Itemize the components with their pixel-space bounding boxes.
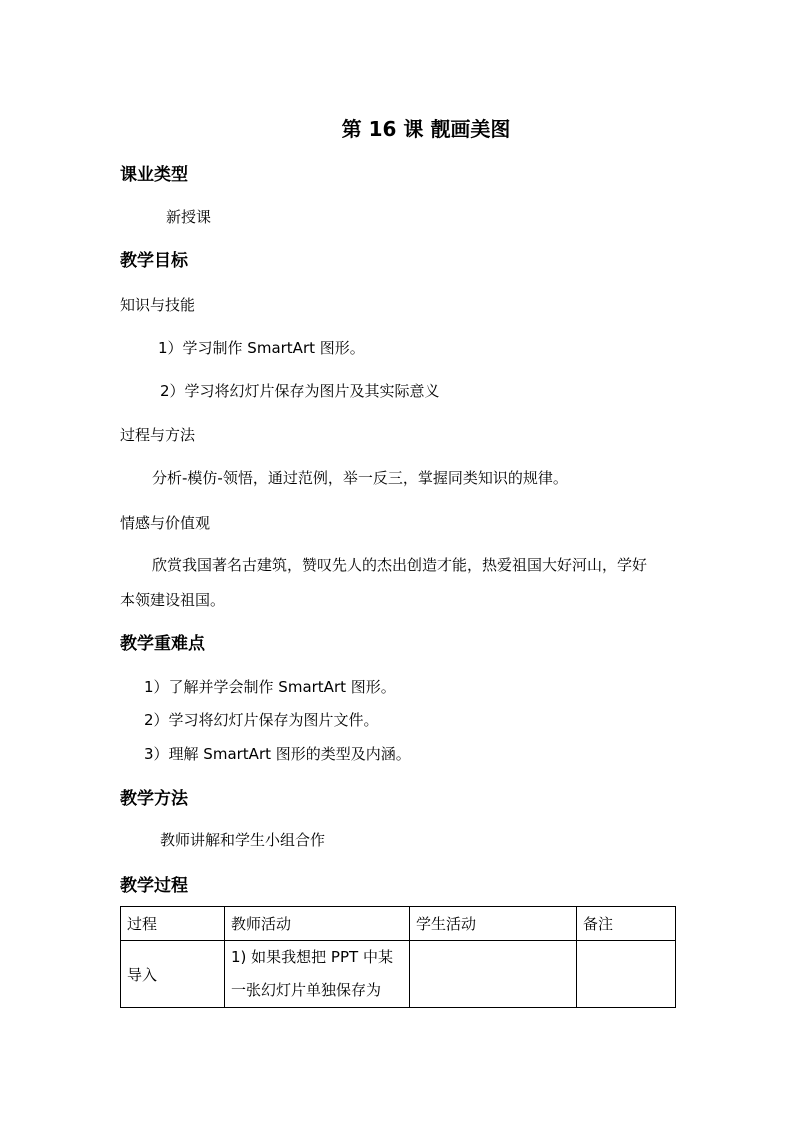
cell-teacher-activity bbox=[225, 941, 410, 1008]
teacher-activity-line2: 一张幻灯片单独保存为 bbox=[231, 981, 382, 999]
lesson-type-text: 新授课 bbox=[166, 208, 212, 226]
difficulty-item-1: 1）了解并学会制作 SmartArt 图形。 bbox=[144, 678, 396, 696]
section-heading-method: 教学方法 bbox=[120, 789, 188, 809]
process-method-text: 分析-模仿-领悟，通过范例，举一反三，掌握同类知识的规律。 bbox=[152, 469, 568, 487]
column-header-note: 备注 bbox=[577, 907, 676, 941]
cell-note bbox=[577, 941, 676, 1008]
difficulty-item-3: 3）理解 SmartArt 图形的类型及内涵。 bbox=[144, 745, 411, 763]
process-table bbox=[120, 906, 676, 1008]
table-row bbox=[121, 941, 676, 1008]
teacher-activity-line1: 1) 如果我想把 PPT 中某 bbox=[231, 948, 393, 966]
table-header-row bbox=[121, 907, 676, 941]
page-title: 第 16 课 靓画美图 bbox=[341, 117, 511, 141]
emotion-label: 情感与价值观 bbox=[120, 514, 211, 532]
method-text: 教师讲解和学生小组合作 bbox=[160, 831, 326, 849]
cell-student-activity bbox=[410, 941, 577, 1008]
cell-stage: 导入 bbox=[121, 941, 225, 1008]
section-heading-process: 教学过程 bbox=[120, 876, 188, 896]
emotion-text-line2: 本领建设祖国。 bbox=[120, 591, 226, 609]
column-header-student: 学生活动 bbox=[410, 907, 577, 941]
section-heading-type: 课业类型 bbox=[120, 165, 188, 185]
knowledge-item-2: 2）学习将幻灯片保存为图片及其实际意义 bbox=[160, 382, 440, 400]
column-header-stage: 过程 bbox=[121, 907, 225, 941]
emotion-text-line1: 欣赏我国著名古建筑，赞叹先人的杰出创造才能，热爱祖国大好河山，学好 bbox=[152, 556, 648, 574]
difficulty-item-2: 2）学习将幻灯片保存为图片文件。 bbox=[144, 711, 379, 729]
section-heading-difficulties: 教学重难点 bbox=[120, 634, 205, 654]
process-method-label: 过程与方法 bbox=[120, 426, 196, 444]
knowledge-label: 知识与技能 bbox=[120, 296, 196, 314]
column-header-teacher: 教师活动 bbox=[225, 907, 410, 941]
knowledge-item-1: 1）学习制作 SmartArt 图形。 bbox=[158, 339, 365, 357]
section-heading-goals: 教学目标 bbox=[120, 251, 188, 271]
